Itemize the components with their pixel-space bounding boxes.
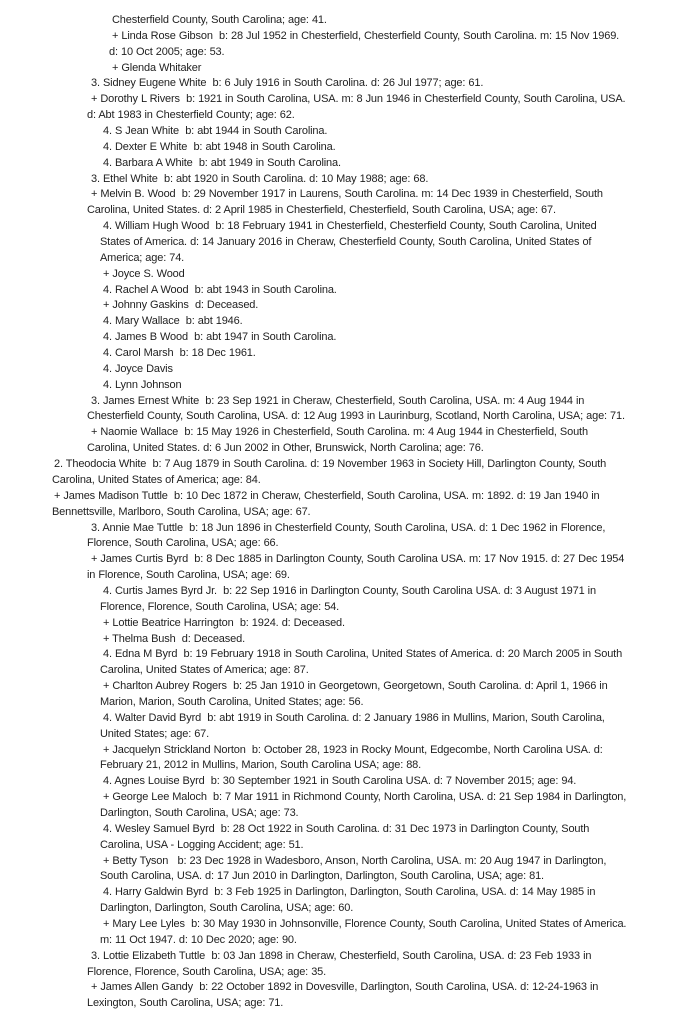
person-entry: 3. Ethel White b: abt 1920 in South Carolina. d: 10 May 1988; age: 68. xyxy=(91,172,429,185)
spouse-entry: + Dorothy L Rivers b: 1921 in South Carolina, USA. m: 8 Jun 1946 in Chesterfield County, South Carolina, USA. d: Abt 1983 in Chesterfield County; age: 62. xyxy=(87,93,629,122)
spouse-entry: + Joyce S. Wood xyxy=(103,267,185,280)
spouse-entry: + Johnny Gaskins d: Deceased. xyxy=(103,299,259,312)
person-entry: 3. James Ernest White b: 23 Sep 1921 in Cheraw, Chesterfield, South Carolina, USA. m: 4 Aug 1944 in Chesterfield County, South Carolina, USA. d: 12 Aug 1993 in Laurinburg, Scotland, North Carolina, USA; age: 71. xyxy=(87,394,625,423)
spouse-entry: + James Curtis Byrd b: 8 Dec 1885 in Darlington County, South Carolina USA. m: 17 Nov 1915. d: 27 Dec 1954 in Florence, South Carolina, USA; age: 69. xyxy=(87,553,628,582)
person-entry: 4. Harry Galdwin Byrd b: 3 Feb 1925 in Darlington, Darlington, South Carolina, USA. d: 14 May 1985 in Darlington, Darlington, South Carolina, USA; age: 60. xyxy=(100,886,599,915)
person-entry: 4. Edna M Byrd b: 19 February 1918 in South Carolina, United States of America. d: 20 March 2005 in South Carolina, United States of America; age: 87. xyxy=(100,648,626,677)
spouse-entry: + Linda Rose Gibson b: 28 Jul 1952 in Chesterfield, Chesterfield County, South Carolina. m: 15 Nov 1969. d: 10 Oct 2005; age: 53. xyxy=(109,29,623,58)
person-entry: 4. Curtis James Byrd Jr. b: 22 Sep 1916 in Darlington County, South Carolina USA. d: 3 August 1971 in Florence, Florence, South Carolina, USA; age: 54. xyxy=(100,584,600,613)
spouse-entry: + Jacquelyn Strickland Norton b: October 28, 1923 in Rocky Mount, Edgecombe, North Carolina USA. d: February 21, 2012 in Mullins, Marion, South Carolina USA; age: 88. xyxy=(100,743,606,772)
person-entry: 4. S Jean White b: abt 1944 in South Carolina. xyxy=(103,125,328,138)
spouse-entry: + James Madison Tuttle b: 10 Dec 1872 in Cheraw, Chesterfield, South Carolina, USA. m: 1892. d: 19 Jan 1940 in Bennettsville, Marlboro, South Carolina, USA; age: 67. xyxy=(52,489,603,518)
spouse-entry: + Betty Tyson b: 23 Dec 1928 in Wadesboro, Anson, North Carolina, USA. m: 20 Aug 1947 in Darlington, South Carolina, USA. d: 17 Jun 2010 in Darlington, Darlington, South Carolina, USA; age: 81. xyxy=(100,854,610,883)
person-entry: 4. Dexter E White b: abt 1948 in South Carolina. xyxy=(103,140,336,153)
person-entry: 4. Lynn Johnson xyxy=(103,378,182,391)
spouse-entry: + Glenda Whitaker xyxy=(112,61,202,74)
person-entry: 4. Rachel A Wood b: abt 1943 in South Carolina. xyxy=(103,283,337,296)
spouse-entry: + Mary Lee Lyles b: 30 May 1930 in Johnsonville, Florence County, South Carolina, United States of America. m: 11 Oct 1947. d: 10 Dec 2020; age: 90. xyxy=(100,917,630,946)
person-entry: 2. Theodocia White b: 7 Aug 1879 in South Carolina. d: 19 November 1963 in Society Hill, Darlington County, South Carolina, United States of America; age: 84. xyxy=(52,458,610,486)
person-entry: 4. Carol Marsh b: 18 Dec 1961. xyxy=(103,347,256,360)
person-entry: 3. Sidney Eugene White b: 6 July 1916 in South Carolina. d: 26 Jul 1977; age: 61. xyxy=(91,77,484,90)
person-entry: 4. Mary Wallace b: abt 1946. xyxy=(103,315,243,328)
person-entry: 4. Barbara A White b: abt 1949 in South Carolina. xyxy=(103,156,341,169)
person-entry: 3. Annie Mae Tuttle b: 18 Jun 1896 in Chesterfield County, South Carolina, USA. d: 1 Dec 1962 in Florence, Florence, South Carolina, USA; age: 66. xyxy=(87,521,609,550)
spouse-entry: + Charlton Aubrey Rogers b: 25 Jan 1910 in Georgetown, Georgetown, South Carolina. d: April 1, 1966 in Marion, Marion, South Carolina, United States; age: 56. xyxy=(100,680,611,708)
spouse-entry: + George Lee Maloch b: 7 Mar 1911 in Richmond County, North Carolina, USA. d: 21 Sep 1984 in Darlington, Darlington, South Carolina, USA; age: 73. xyxy=(100,791,630,819)
person-entry: Chesterfield County, South Carolina; age: 41. xyxy=(112,14,327,26)
spouse-entry: + Lottie Beatrice Harrington b: 1924. d: Deceased. xyxy=(103,616,345,629)
person-entry: 4. James B Wood b: abt 1947 in South Carolina. xyxy=(103,331,337,344)
person-entry: 4. William Hugh Wood b: 18 February 1941 in Chesterfield, Chesterfield County, South Carolina, United States of America. d: 14 January 2016 in Cheraw, Chesterfield County, South Carolina, United States of America; age: 74. xyxy=(100,220,600,264)
spouse-entry: + James Allen Gandy b: 22 October 1892 in Dovesville, Darlington, South Carolina, USA. d: 12-24-1963 in Lexington, South Carolina, USA; age: 71. xyxy=(87,981,602,1010)
spouse-entry: + Thelma Bush d: Deceased. xyxy=(103,632,245,645)
person-entry: 4. Joyce Davis xyxy=(103,362,173,375)
person-entry: 4. Agnes Louise Byrd b: 30 September 1921 in South Carolina USA. d: 7 November 2015; age: 94. xyxy=(103,775,577,788)
spouse-entry: + Naomie Wallace b: 15 May 1926 in Chesterfield, South Carolina. m: 4 Aug 1944 in Chesterfield, South Carolina, United States. d: 6 Jun 2002 in Other, Brunswick, North Carolina; age: 76. xyxy=(87,426,592,455)
person-entry: 4. Wesley Samuel Byrd b: 28 Oct 1922 in South Carolina. d: 31 Dec 1973 in Darlington County, South Carolina, USA - Logging Accident; age: 51. xyxy=(100,822,593,851)
person-entry: 3. Lottie Elizabeth Tuttle b: 03 Jan 1898 in Cheraw, Chesterfield, South Carolina, USA. d: 23 Feb 1933 in Florence, Florence, South Carolina, USA; age: 35. xyxy=(87,949,595,978)
spouse-entry: + Melvin B. Wood b: 29 November 1917 in Laurens, South Carolina. m: 14 Dec 1939 in Chesterfield, South Carolina, United States. d: 2 April 1985 in Chesterfield, Chesterfield, South Carolina, USA; age: 67. xyxy=(87,188,606,217)
person-entry: 4. Walter David Byrd b: abt 1919 in South Carolina. d: 2 January 1986 in Mullins, Marion, South Carolina, United States; age: 67. xyxy=(100,711,608,740)
